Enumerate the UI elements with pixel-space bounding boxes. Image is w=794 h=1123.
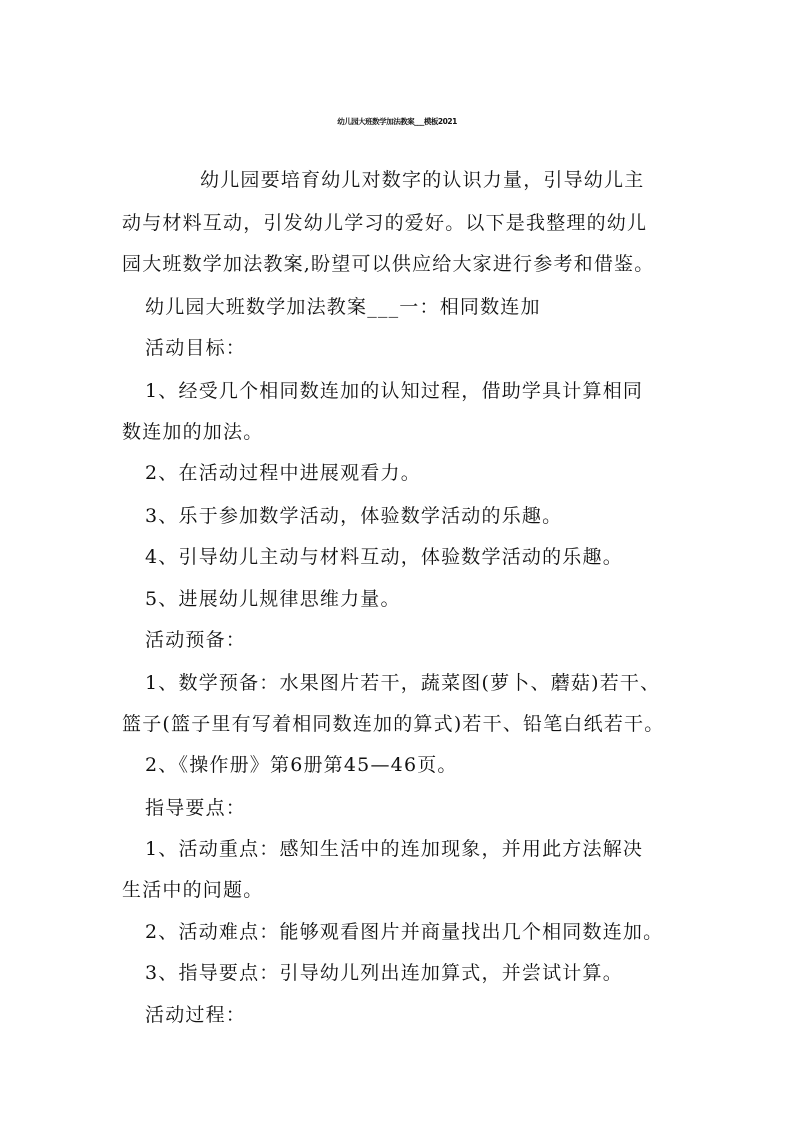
goal-item-3: 3、乐于参加数学活动，体验数学活动的乐趣。 bbox=[145, 505, 563, 527]
goal-item-5: 5、进展幼儿规律思维力量。 bbox=[145, 588, 401, 610]
guidance-heading: 指导要点： bbox=[145, 797, 247, 819]
goal-item-1: 1、经受几个相同数连加的认知过程，借助学具计算相同 bbox=[145, 380, 644, 402]
section-heading: 幼儿园大班数学加法教案___一：相同数连加 bbox=[145, 296, 541, 318]
intro-line-3: 园大班数学加法教案,盼望可以供应给大家进行参考和借鉴。 bbox=[122, 253, 655, 275]
guidance-item-2: 2、活动难点：能够观看图片并商量找出几个相同数连加。 bbox=[145, 921, 664, 943]
process-heading: 活动过程： bbox=[145, 1004, 247, 1026]
goals-heading: 活动目标： bbox=[145, 337, 247, 359]
goal-item-1-cont: 数连加的加法。 bbox=[122, 421, 264, 443]
goal-item-4: 4、引导幼儿主动与材料互动，体验数学活动的乐趣。 bbox=[145, 546, 623, 568]
guidance-item-3: 3、指导要点：引导幼儿列出连加算式，并尝试计算。 bbox=[145, 962, 623, 984]
preparation-heading: 活动预备： bbox=[145, 629, 247, 651]
preparation-item-1: 1、数学预备：水果图片若干，蔬菜图(萝卜、蘑菇)若干、 bbox=[145, 672, 661, 694]
guidance-item-1: 1、活动重点：感知生活中的连加现象，并用此方法解决 bbox=[145, 838, 644, 860]
intro-line-2: 动与材料互动，引发幼儿学习的爱好。以下是我整理的幼儿 bbox=[122, 212, 648, 234]
document-title: 幼儿园大班数学加法教案___模板2021 bbox=[337, 117, 457, 126]
goal-item-2: 2、在活动过程中进展观看力。 bbox=[145, 462, 421, 484]
guidance-item-1-cont: 生活中的问题。 bbox=[122, 879, 264, 901]
preparation-item-1-cont: 篮子(篮子里有写着相同数连加的算式)若干、铅笔白纸若干。 bbox=[122, 713, 665, 735]
intro-line-1: 幼儿园要培育幼儿对数字的认识力量，引导幼儿主 bbox=[200, 169, 645, 191]
preparation-item-2: 2、《操作册》第6册第45—46页。 bbox=[145, 754, 458, 776]
